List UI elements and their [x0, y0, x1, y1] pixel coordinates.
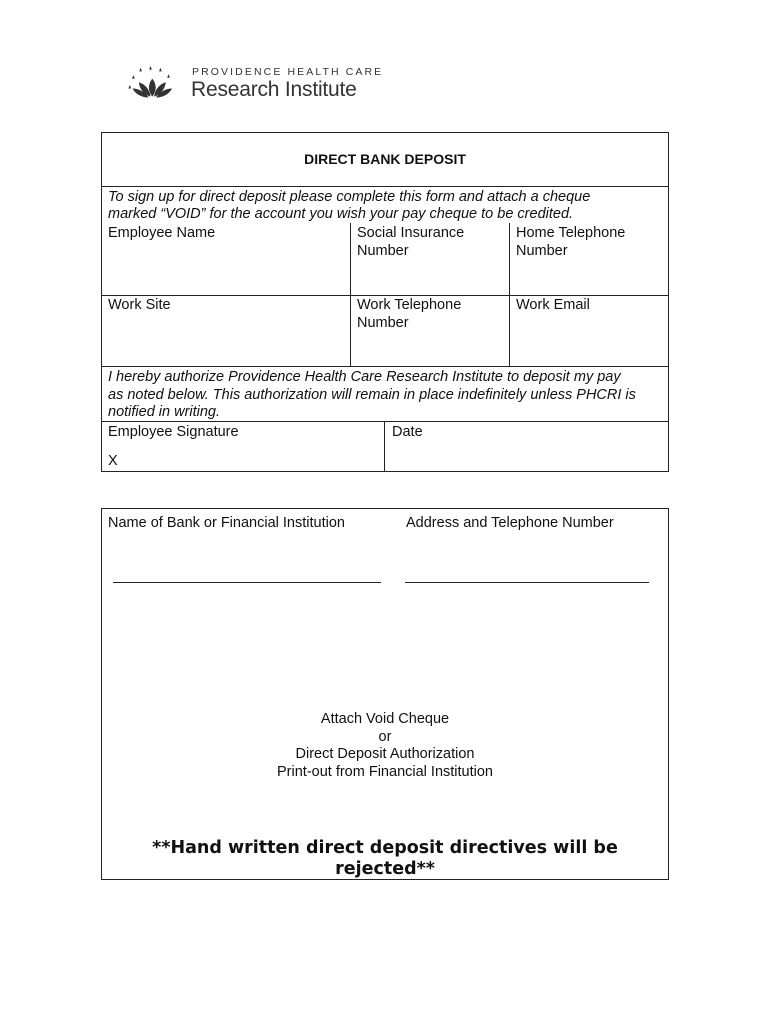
instructions-line-1: To sign up for direct deposit please complete this form and attach a cheque [108, 189, 591, 205]
date-label: Date [392, 424, 423, 440]
employee-name-label: Employee Name [108, 225, 216, 241]
work-email-label: Work Email [516, 297, 590, 313]
attach-line-4: Print-out from Financial Institution [277, 764, 493, 780]
address-phone-line [405, 582, 649, 583]
authorization-line-1: I hereby authorize Providence Health Care Research Institute to deposit my pay [108, 369, 621, 385]
warning-line-2: rejected** [335, 859, 435, 879]
warning-line-1: **Hand written direct deposit directives will be [152, 838, 618, 858]
sin-label-line-1: Social Insurance [357, 225, 465, 241]
bank-name-line [113, 582, 381, 583]
form-title: DIRECT BANK DEPOSIT [304, 151, 466, 167]
attach-line-2: or [378, 729, 392, 745]
home-phone-label-line-2: Number [516, 243, 568, 259]
employee-signature-label: Employee Signature [108, 424, 239, 440]
attach-line-1: Attach Void Cheque [320, 711, 450, 727]
logo-subtitle: PROVIDENCE HEALTH CARE [192, 66, 384, 78]
sin-label-line-2: Number [357, 243, 409, 259]
bank-name-label: Name of Bank or Financial Institution [108, 515, 345, 531]
instructions-line-2: marked “VOID” for the account you wish your pay cheque to be credited. [108, 206, 574, 222]
lotus-flower-icon [128, 64, 182, 104]
work-site-label: Work Site [108, 297, 171, 313]
signature-mark: X [108, 453, 118, 469]
logo-name: Research Institute [191, 78, 357, 101]
authorization-line-3: notified in writing. [108, 404, 221, 420]
authorization-line-2: as noted below. This authorization will remain in place indefinitely unless PHCRI is [108, 387, 636, 403]
attach-line-3: Direct Deposit Authorization [295, 746, 475, 762]
bank-info-form [101, 508, 669, 880]
home-phone-label-line-1: Home Telephone [516, 225, 626, 241]
address-phone-label: Address and Telephone Number [406, 515, 614, 531]
work-phone-label-line-1: Work Telephone [357, 297, 462, 313]
work-phone-label-line-2: Number [357, 315, 409, 331]
